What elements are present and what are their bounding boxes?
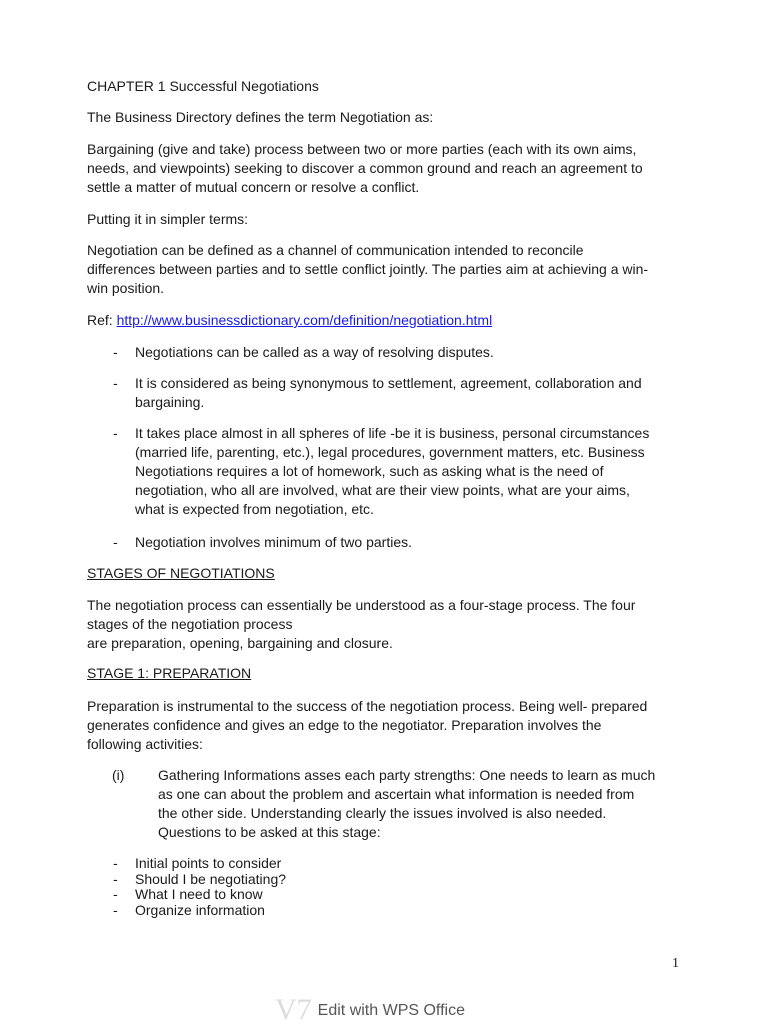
bullet-text: what is expected from negotiation, etc. xyxy=(135,501,374,517)
item-text: Questions to be asked at this stage: xyxy=(158,824,381,840)
wps-logo-icon: V7 xyxy=(275,993,312,1026)
wps-footer[interactable] xyxy=(275,993,465,1027)
bullet-text: (married life, parenting, etc.), legal procedures, government matters, etc. Business xyxy=(135,444,645,460)
bullet-dash: - xyxy=(113,870,118,887)
bullet-text: Negotiation involves minimum of two parties. xyxy=(135,534,413,550)
wps-edit-label[interactable]: Edit with WPS Office xyxy=(317,1002,465,1019)
bullet-text: Organize information xyxy=(135,901,265,918)
stage1-heading: STAGE 1: PREPARATION xyxy=(87,665,252,681)
paragraph-line: Preparation is instrumental to the success of the negotiation process. Being well- prepared xyxy=(87,698,648,714)
bullet-text: Negotiations requires a lot of homework, such as asking what is the need of xyxy=(135,463,604,479)
bullet-text: Initial points to consider xyxy=(135,855,282,871)
paragraph-line: Negotiation can be defined as a channel of communication intended to reconcile xyxy=(87,242,584,258)
paragraph-line: following activities: xyxy=(87,736,203,752)
bullet-dash: - xyxy=(113,534,118,550)
simpler-heading: Putting it in simpler terms: xyxy=(87,211,249,227)
paragraph-line: generates confidence and gives an edge to the negotiator. Preparation involves the xyxy=(87,717,602,733)
item-text: the other side. Understanding clearly the issues involved is also needed. xyxy=(158,805,607,821)
reference-link[interactable]: http://www.businessdictionary.com/definition/negotiation.html xyxy=(116,312,493,328)
bullet-text: negotiation, who all are involved, what are their view points, what are your aims, xyxy=(135,482,630,498)
bullet-dash: - xyxy=(113,901,118,918)
item-number: (i) xyxy=(112,767,125,783)
bullet-text: It is considered as being synonymous to settlement, agreement, collaboration and xyxy=(135,375,642,391)
stages-heading: STAGES OF NEGOTIATIONS xyxy=(87,565,275,581)
paragraph-line: differences between parties and to settle conflict jointly. The parties aim at achieving a win- xyxy=(87,261,649,277)
bullet-dash: - xyxy=(113,886,118,902)
bullet-dash: - xyxy=(113,375,118,391)
reference-line xyxy=(87,311,687,330)
reference-label: Ref: xyxy=(87,312,117,328)
bullet-dash: - xyxy=(113,344,118,360)
paragraph-line: Bargaining (give and take) process between two or more parties (each with its own aims, xyxy=(87,141,637,157)
paragraph-line: settle a matter of mutual concern or resolve a conflict. xyxy=(87,179,420,195)
bullet-text: It takes place almost in all spheres of life -be it is business, personal circumstances xyxy=(135,425,650,441)
paragraph-line: stages of the negotiation process xyxy=(87,616,293,632)
paragraph-line: needs, and viewpoints) seeking to discover a common ground and reach an agreement to xyxy=(87,160,643,176)
bullet-text: bargaining. xyxy=(135,394,205,410)
paragraph-line: The negotiation process can essentially be understood as a four-stage process. The four xyxy=(87,597,636,613)
bullet-dash: - xyxy=(113,855,118,871)
bullet-text: Negotiations can be called as a way of resolving disputes. xyxy=(135,344,494,360)
bullet-dash: - xyxy=(113,425,118,441)
page-number: 1 xyxy=(672,956,679,971)
item-text: Gathering Informations asses each party strengths: One needs to learn as much xyxy=(158,767,656,783)
chapter-title: CHAPTER 1 Successful Negotiations xyxy=(87,78,319,94)
paragraph-line: are preparation, opening, bargaining and closure. xyxy=(87,635,393,651)
bullet-text: Should I be negotiating? xyxy=(135,870,287,887)
bullet-text: What I need to know xyxy=(135,886,263,902)
paragraph-line: win position. xyxy=(87,280,165,296)
intro-text: The Business Directory defines the term Negotiation as: xyxy=(87,109,434,125)
item-text: as one can about the problem and ascertain what information is needed from xyxy=(158,786,635,802)
